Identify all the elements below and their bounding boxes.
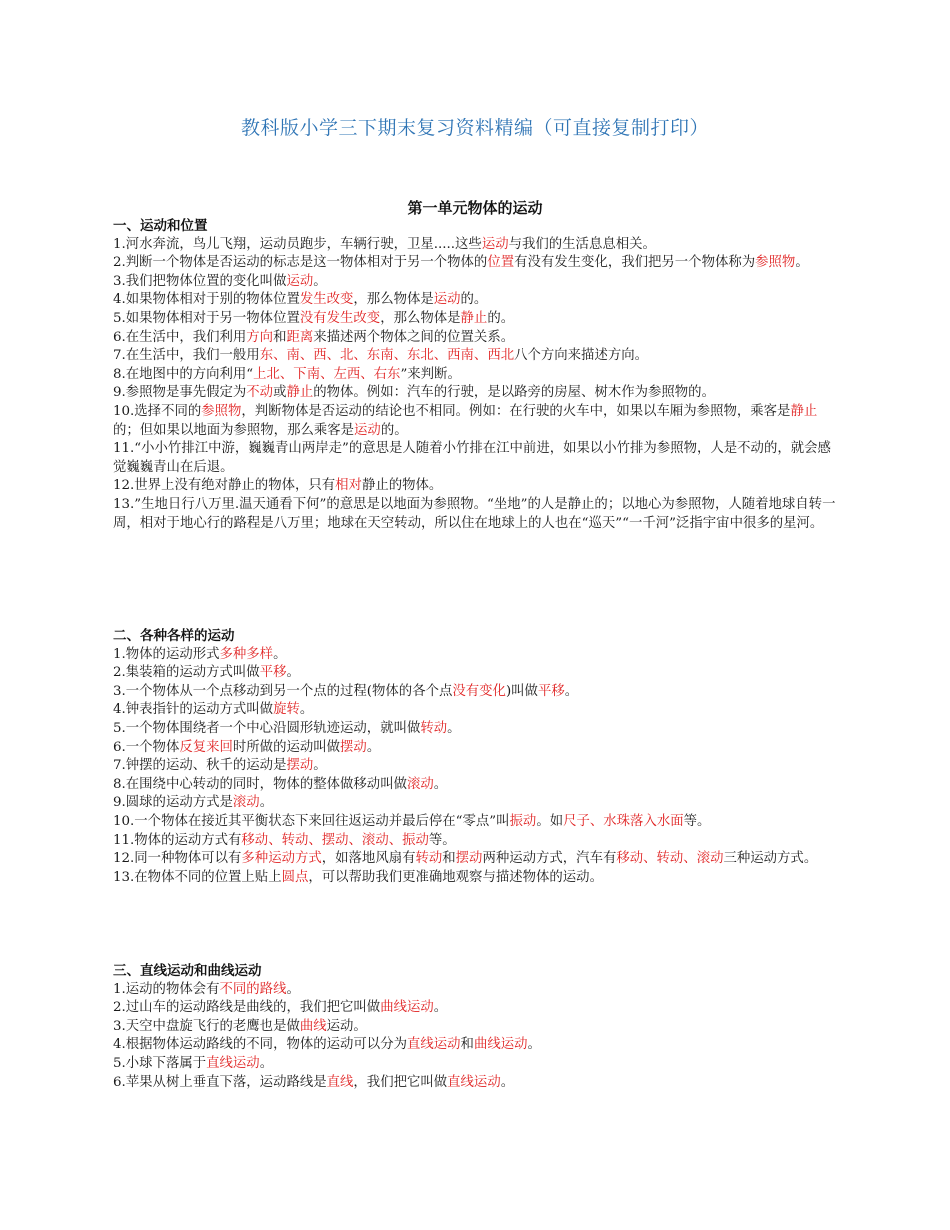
item-text: 。 [564, 683, 579, 699]
list-item [113, 440, 841, 477]
highlight-term: 摆动 [340, 739, 367, 755]
item-text: 6.苹果从树上垂直下落，运动路线是 [113, 1074, 327, 1090]
item-text: 。 [527, 1037, 541, 1053]
item-text: 。 [286, 981, 300, 997]
item-text: 8.在地图中的方向利用“ [113, 366, 254, 382]
highlight-term: 相对 [335, 478, 362, 494]
item-text: 两种运动方式，汽车有 [482, 851, 617, 867]
item-text: 。 [313, 758, 327, 774]
item-text: 5.如果物体相对于另一物体位置 [113, 310, 300, 326]
highlight-term: 直线 [326, 1074, 354, 1090]
item-text: 9.圆球的运动方式是 [113, 795, 233, 811]
item-text: 时所做的运动叫做 [232, 739, 341, 755]
item-text: 。 [433, 1000, 448, 1016]
item-text: 5.一个物体围绕者一个中心沿圆形轨迹运动，就叫做 [113, 720, 421, 736]
item-text: 。 [299, 702, 314, 718]
item-text: 2.过山车的运动路线是曲线的，我们把它叫做 [113, 1000, 381, 1016]
item-text: 的。 [380, 422, 408, 438]
list-item [113, 477, 841, 496]
highlight-term: 摆动 [286, 758, 314, 774]
list-item [113, 310, 841, 329]
highlight-term: 多种多样 [219, 646, 274, 662]
item-text: 。 [286, 665, 300, 681]
section-heading: 一、运动和位置 [113, 218, 208, 234]
item-text: 的；但如果以地面为参照物，那么乘客是 [113, 422, 355, 438]
highlight-term: 直线运动 [206, 1055, 260, 1071]
item-text: ，判断物体是否运动的结论也不相同。例如：在行驶的火车中，如果以车厢为参照物，乘客是 [241, 403, 791, 419]
highlight-term: 不同的路线 [219, 981, 287, 997]
list-item [113, 701, 841, 720]
highlight-term: 滚动 [406, 776, 434, 792]
highlight-term: 运动 [481, 236, 509, 252]
highlight-term: 发生改变 [299, 292, 354, 308]
item-text: 运动。 [326, 1018, 367, 1034]
list-item [113, 813, 841, 832]
item-text: ，可以帮助我们更准确地观察与描述物体的运动。 [308, 869, 603, 885]
item-text: 5.小球下落属于 [113, 1055, 207, 1071]
highlight-term: 滚动 [232, 795, 260, 811]
highlight-term: 圆点 [281, 869, 309, 885]
highlight-term: 方向 [246, 329, 274, 345]
section-items [113, 646, 841, 888]
item-text: 的。 [460, 292, 488, 308]
item-text: ，那么物体是 [353, 292, 434, 308]
highlight-term: 曲线 [299, 1018, 327, 1034]
item-text: 和 [442, 851, 456, 867]
section-linear-and-curved-motion [113, 962, 841, 1092]
list-item [113, 329, 841, 348]
list-item [113, 291, 841, 310]
highlight-term: 直线运动 [447, 1074, 501, 1090]
list-item [113, 757, 841, 776]
item-text: 有没有发生变化，我们把另一个物体称为 [514, 255, 756, 271]
highlight-term: 转动 [415, 851, 443, 867]
highlight-term: 反复来回 [179, 739, 233, 755]
list-item [113, 1036, 841, 1055]
item-text: 6.在生活中，我们利用 [113, 329, 247, 345]
highlight-term: 东、南、西、北、东南、东北、西南、西北 [259, 348, 515, 364]
item-text: ，如落地风扇有 [321, 851, 416, 867]
list-item [113, 739, 841, 758]
section-motion-and-position [113, 217, 841, 533]
highlight-term: 运动 [286, 273, 314, 289]
list-item [113, 794, 841, 813]
list-item [113, 646, 841, 665]
list-item [113, 273, 841, 292]
item-text: 10.选择不同的 [113, 403, 202, 419]
section-items [113, 981, 841, 1093]
item-text: 1.河水奔流，鸟儿飞翔，运动员跑步，车辆行驶，卫星.....这些 [113, 236, 482, 252]
item-text: )叫做 [505, 683, 538, 699]
item-text: 12.世界上没有绝对静止的物体，只有 [113, 478, 336, 494]
item-text: 或 [273, 385, 287, 401]
item-text: 与我们的生活息息相关。 [508, 236, 656, 252]
unit-title: 第一单元物体的运动 [407, 199, 543, 217]
section-types-of-motion [113, 627, 841, 887]
item-text: 4.钟表指针的运动方式叫做 [113, 702, 274, 718]
item-text: 13.”生地日行八万里.温天通看下何”的意思是以地面为参照物。“坐地”的人是静止的；以地心为参照物，人随着地球自转一周，相对于地心行的路程是八万里；地球在天空转动，所以住在地球上的人也在“巡天”“一千河”泛指宇宙中很多的星河。 [113, 496, 836, 531]
item-text: 4.根据物体运动路线的不同，物体的运动可以分为 [113, 1037, 407, 1053]
highlight-term: 曲线运动 [380, 1000, 434, 1016]
list-item [113, 347, 841, 366]
list-item [113, 776, 841, 795]
item-text: 。 [366, 739, 381, 755]
item-text: 。 [313, 273, 327, 289]
highlight-term: 参照物 [755, 255, 796, 271]
list-item [113, 720, 841, 739]
item-text: 13.在物体不同的位置上贴上 [113, 869, 282, 885]
highlight-term: 静止 [790, 403, 818, 419]
item-text: 11.“小小竹排江中游，巍巍青山两岸走”的意思是人随着小竹排在江中前进，如果以小竹排为参照物，人是不动的，就会感觉巍巍青山在后退。 [113, 441, 831, 475]
highlight-term: 静止 [460, 310, 488, 326]
highlight-term: 旋转 [273, 702, 300, 718]
highlight-term: 平移 [259, 665, 287, 681]
item-text: 12.同一种物体可以有 [113, 851, 242, 867]
item-text: 6.一个物体 [113, 739, 180, 755]
item-text: 。 [259, 1055, 274, 1071]
highlight-term: 尺子、水珠落入水面 [563, 813, 684, 829]
highlight-term: 移动、转动、摆动、滚动、振动 [241, 832, 429, 848]
list-item [113, 832, 841, 851]
item-text: 3.天空中盘旋飞行的老鹰也是做 [113, 1018, 300, 1034]
highlight-term: 曲线运动 [473, 1037, 528, 1053]
item-text: 。 [447, 720, 461, 736]
list-item [113, 1018, 841, 1037]
item-text: 1.运动的物体会有 [113, 981, 220, 997]
item-text: 1.物体的运动形式 [113, 646, 220, 662]
list-item [113, 981, 841, 1000]
item-text: 静止的物体。 [361, 478, 443, 494]
highlight-term: 运动 [433, 292, 461, 308]
item-text: 8.在围绕中心转动的同时，物体的整体做移动叫做 [113, 776, 407, 792]
item-text: 。如 [536, 813, 564, 829]
list-item [113, 683, 841, 702]
highlight-term: 没有发生改变 [299, 310, 381, 326]
item-text: 3.我们把物体位置的变化叫做 [113, 273, 287, 289]
item-text: 4.如果物体相对于别的物体位置 [113, 292, 300, 308]
item-text: 。 [795, 255, 809, 271]
item-text: 和 [273, 329, 287, 345]
item-text: 的物体。例如：汽车的行驶，是以路旁的房屋、树木作为参照物的。 [313, 385, 715, 401]
item-text: 等。 [428, 832, 456, 848]
section-items [113, 236, 841, 534]
list-item [113, 664, 841, 683]
list-item [113, 384, 841, 403]
highlight-term: 没有变化 [452, 683, 506, 699]
list-item [113, 254, 841, 273]
highlight-term: 参照物 [201, 403, 242, 419]
highlight-term: 直线运动 [406, 1037, 461, 1053]
item-text: ”来判断。 [400, 366, 461, 382]
highlight-term: 振动 [509, 813, 537, 829]
list-item [113, 869, 841, 888]
item-text: 。 [273, 646, 287, 662]
item-text: ，我们把它叫做 [353, 1074, 448, 1090]
list-item [113, 1055, 841, 1074]
item-text: 9.参照物是事先假定为 [113, 385, 247, 401]
item-text: 2.判断一个物体是否运动的标志是这一物体相对于另一个物体的 [113, 255, 488, 271]
list-item [113, 496, 841, 533]
item-text: 和 [460, 1037, 474, 1053]
section-heading: 二、各种各样的运动 [113, 628, 235, 644]
item-text: 三种运动方式。 [723, 851, 818, 867]
item-text: 3.一个物体从一个点移动到另一个点的过程(物体的各个点 [113, 683, 453, 699]
section-heading: 三、直线运动和曲线运动 [113, 963, 262, 979]
item-text: 7.在生活中，我们一般用 [113, 348, 260, 364]
highlight-term: 不动 [246, 385, 274, 401]
item-text: 来描述两个物体之间的位置关系。 [313, 329, 515, 345]
highlight-term: 位置 [487, 255, 515, 271]
highlight-term: 转动 [420, 720, 448, 736]
item-text: 7.钟摆的运动、秋千的运动是 [113, 758, 287, 774]
item-text: 的。 [487, 310, 515, 326]
list-item [113, 1074, 841, 1093]
list-item [113, 366, 841, 385]
document-title: 教科版小学三下期末复习资料精编（可直接复制打印） [240, 117, 709, 139]
highlight-term: 多种运动方式 [241, 851, 322, 867]
list-item [113, 850, 841, 869]
highlight-term: 摆动 [455, 851, 483, 867]
item-text: 。 [500, 1074, 515, 1090]
item-text: 等。 [683, 813, 711, 829]
list-item [113, 999, 841, 1018]
item-text: 。 [433, 776, 448, 792]
item-text: 10.一个物体在接近其平衡状态下来回往返运动并最后停在“零点”叫 [113, 813, 510, 829]
highlight-term: 距离 [286, 329, 314, 345]
highlight-term: 上北、下南、左西、右东 [253, 366, 401, 382]
list-item [113, 236, 841, 255]
highlight-term: 静止 [286, 385, 314, 401]
highlight-term: 移动、转动、滚动 [616, 851, 724, 867]
item-text: 。 [259, 795, 274, 811]
item-text: 八个方向来描述方向。 [514, 348, 649, 364]
highlight-term: 平移 [537, 683, 565, 699]
item-text: 11.物体的运动方式有 [113, 832, 242, 848]
item-text: 2.集装箱的运动方式叫做 [113, 665, 260, 681]
item-text: ，那么物体是 [380, 310, 461, 326]
highlight-term: 运动 [354, 422, 381, 438]
list-item [113, 403, 841, 440]
